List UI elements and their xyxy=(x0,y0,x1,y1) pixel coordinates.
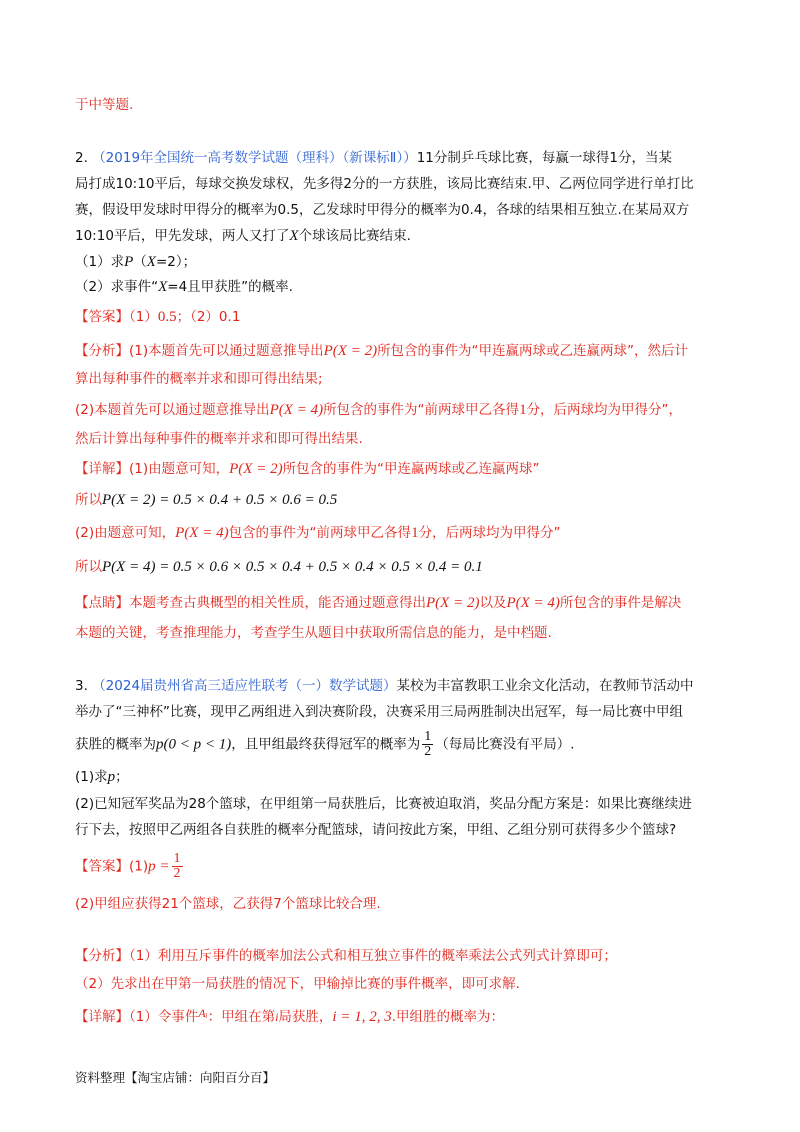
q3-answer-1-prefix: (1) xyxy=(129,858,149,875)
q2-comment-formula-1: P(X = 2) xyxy=(426,595,480,611)
q3-part1-prefix: (1)求 xyxy=(75,769,108,785)
q2-stem-4a: 10:10平后，甲先发球，两人又打了 xyxy=(75,228,290,244)
q3-part-1 xyxy=(75,766,129,788)
q3-answer-1-p: p = xyxy=(148,858,170,875)
q3-detail-1a: （1）令事件 xyxy=(129,1009,199,1025)
q2-detail-1-formula: P(X = 2) xyxy=(229,461,283,477)
q2-comment-1b: 以及 xyxy=(479,595,507,611)
q2-answer-label: 【答案】 xyxy=(75,309,129,325)
q3-source: （2024届贵州省高三适应性联考（一）数学试题） xyxy=(92,678,397,694)
q3-stem-3a: 获胜的概率为 xyxy=(75,736,156,753)
q2-analysis-1a: (1)本题首先可以通过题意推导出 xyxy=(129,343,324,359)
q2-detail-3a: (2)由题意可知， xyxy=(75,525,176,541)
q2-part-1 xyxy=(75,251,196,273)
q2-detail-2-equation: P(X = 2) = 0.5 × 0.4 + 0.5 × 0.6 = 0.5 xyxy=(102,492,338,508)
q3-answer-label: 【答案】 xyxy=(75,858,129,875)
q3-stem-fraction xyxy=(422,730,433,759)
q2-part1-p: P xyxy=(124,254,134,270)
q2-answer xyxy=(75,306,240,328)
q2-detail-1 xyxy=(75,458,540,480)
q2-analysis-3b: 所包含的事件为“前两球甲乙各得 xyxy=(323,402,520,418)
q3-part1-suffix: ； xyxy=(115,769,129,785)
q2-part1-suffix: =2）； xyxy=(155,254,197,270)
q3-part1-p: p xyxy=(107,769,116,785)
q2-comment-label: 【点睛】 xyxy=(75,595,129,611)
q3-part-2-line-1: (2)已知冠军奖品为28个篮球，在甲组第一局获胜后，比赛被迫取消，奖品分配方案是：如果比赛继续进 xyxy=(75,796,692,812)
q3-detail-1 xyxy=(75,1002,504,1028)
q2-comment-1c: 所包含的事件是解决 xyxy=(559,595,682,611)
q2-detail-3d: 分，后两球均为甲得分” xyxy=(418,525,561,541)
q2-var-x: X xyxy=(289,228,299,244)
q2-analysis-4: 然后计算出每种事件的概率并求和即可得出结果. xyxy=(75,431,363,447)
q3-detail-1d: 局获胜， xyxy=(278,1009,333,1025)
q2-analysis-1b: 所包含的事件为“甲连赢两球或乙连赢两球”，然后计 xyxy=(377,343,689,359)
q3-stem-line-1 xyxy=(75,675,694,697)
q2-comment-1 xyxy=(75,592,681,614)
q3-answer-fraction-den: 2 xyxy=(173,866,181,881)
q3-answer xyxy=(75,852,185,881)
q3-detail-1b: ：甲组在第 xyxy=(207,1009,276,1025)
q2-stem-4b: 个球该局比赛结束. xyxy=(298,228,411,244)
q2-part1-paren: （ xyxy=(133,254,147,270)
q2-analysis-3-one: 1 xyxy=(519,402,527,418)
q2-answer-1: （1） xyxy=(129,309,158,325)
q2-detail-2 xyxy=(75,489,337,511)
q2-detail-2a: 所以 xyxy=(75,492,102,508)
q2-comment-1a: 本题考查古典概型的相关性质，能否通过题意得出 xyxy=(129,595,426,611)
q2-stem-1: 11分制乒乓球比赛，每赢一球得1分，当某 xyxy=(416,150,672,166)
q3-number: 3. xyxy=(75,678,88,694)
q2-detail-4-equation: P(X = 4) = 0.5 × 0.6 × 0.5 × 0.4 + 0.5 × 0.4 × 0.5 × 0.4 = 0.1 xyxy=(102,559,483,575)
q2-detail-3b: 包含的事件为“前两球甲乙各得 xyxy=(228,525,412,541)
q3-detail-label: 【详解】 xyxy=(75,1009,129,1025)
q2-part1-x: X xyxy=(146,254,156,270)
q2-answer-1-value: 0.5 xyxy=(157,309,177,325)
q3-stem-line-2: 举办了“三神杯”比赛，现甲乙两组进入到决赛阶段，决赛采用三局两胜制决出冠军，每一局比赛中甲组 xyxy=(75,704,683,720)
q2-detail-1a: (1)由题意可知， xyxy=(129,461,230,477)
q3-detail-1-event: Aᵢ xyxy=(198,1006,208,1020)
q3-analysis-1 xyxy=(75,945,617,967)
q3-detail-1-range: i = 1, 2, 3 xyxy=(332,1009,392,1025)
q2-part2-x: X xyxy=(158,279,168,295)
q2-analysis-1-formula: P(X = 2) xyxy=(323,343,378,359)
q3-stem-3c: （每局比赛没有平局）. xyxy=(435,736,575,753)
q2-analysis-1 xyxy=(75,340,688,362)
q3-answer-fraction xyxy=(172,852,183,881)
q3-analysis-1-text: （1）利用互斥事件的概率加法公式和相互独立事件的概率乘法公式列式计算即可； xyxy=(129,948,617,964)
q3-stem-3b: ，且甲组最终获得冠军的概率为 xyxy=(231,736,421,753)
q3-stem-1: 某校为丰富教职工业余文化活动，在教师节活动中 xyxy=(396,678,694,694)
q2-detail-4 xyxy=(75,556,483,578)
q2-analysis-3-formula: P(X = 4) xyxy=(269,402,324,418)
q2-stem-line-1 xyxy=(75,147,672,169)
q2-detail-3-one: 1 xyxy=(411,525,419,541)
q2-analysis-label: 【分析】 xyxy=(75,343,129,359)
q3-stem-fraction-den: 2 xyxy=(424,744,432,759)
q2-part2-suffix: =4且甲获胜”的概率. xyxy=(167,279,293,295)
q2-comment-formula-2: P(X = 4) xyxy=(506,595,560,611)
q2-number: 2. xyxy=(75,150,88,166)
q2-detail-label: 【详解】 xyxy=(75,461,129,477)
q2-detail-1b: 所包含的事件为“甲连赢两球或乙连赢两球” xyxy=(282,461,540,477)
q3-stem-fraction-num: 1 xyxy=(424,729,432,744)
q2-part-2 xyxy=(75,276,293,298)
prev-question-tail: 于中等题. xyxy=(75,97,134,113)
q3-analysis-2: （2）先求出在甲第一局获胜的情况下，甲输掉比赛的事件概率，即可求解. xyxy=(75,976,520,992)
q2-analysis-3a: (2)本题首先可以通过题意推导出 xyxy=(75,402,270,418)
q3-stem-3-inequality: p(0 < p < 1) xyxy=(156,736,232,753)
q3-answer-2: (2)甲组应获得21个篮球，乙获得7个篮球比较合理. xyxy=(75,896,381,912)
q2-analysis-3 xyxy=(75,399,682,421)
q3-detail-1e: .甲组胜的概率为： xyxy=(391,1009,505,1025)
q2-stem-line-2: 局打成10:10平后，每球交换发球权，先多得2分的一方获胜，该局比赛结束.甲、乙两位同学进行单打比 xyxy=(75,176,694,192)
q3-analysis-label: 【分析】 xyxy=(75,948,129,964)
footer-source: 资料整理【淘宝店铺：向阳百分百】 xyxy=(75,1070,276,1085)
q2-detail-3-formula: P(X = 4) xyxy=(175,525,229,541)
q3-part-2-line-2: 行下去，按照甲乙两组各自获胜的概率分配篮球，请问按此方案，甲组、乙组分别可获得多少个篮球? xyxy=(75,822,677,838)
q2-source: （2019年全国统一高考数学试题（理科）（新课标Ⅱ）） xyxy=(92,150,417,166)
q3-detail-1-i: i xyxy=(275,1010,279,1024)
q3-answer-fraction-num: 1 xyxy=(173,851,181,866)
q2-detail-3 xyxy=(75,522,561,544)
q2-stem-line-3: 赛，假设甲发球时甲得分的概率为0.5，乙发球时甲得分的概率为0.4，各球的结果相互独立.在某局双方 xyxy=(75,202,690,218)
q2-answer-2: ；（2）0.1 xyxy=(176,309,241,325)
q2-comment-2: 本题的关键，考查推理能力，考查学生从题目中获取所需信息的能力，是中档题. xyxy=(75,625,552,641)
q2-part1-prefix: （1）求 xyxy=(75,254,125,270)
q2-analysis-3d: 分，后两球均为甲得分”， xyxy=(526,402,683,418)
q3-stem-line-3 xyxy=(75,730,575,759)
q2-detail-4a: 所以 xyxy=(75,559,102,575)
q2-analysis-2: 算出每种事件的概率并求和即可得出结果; xyxy=(75,371,323,387)
q2-part2-prefix: （2）求事件“ xyxy=(75,279,159,295)
q2-stem-line-4 xyxy=(75,225,411,247)
